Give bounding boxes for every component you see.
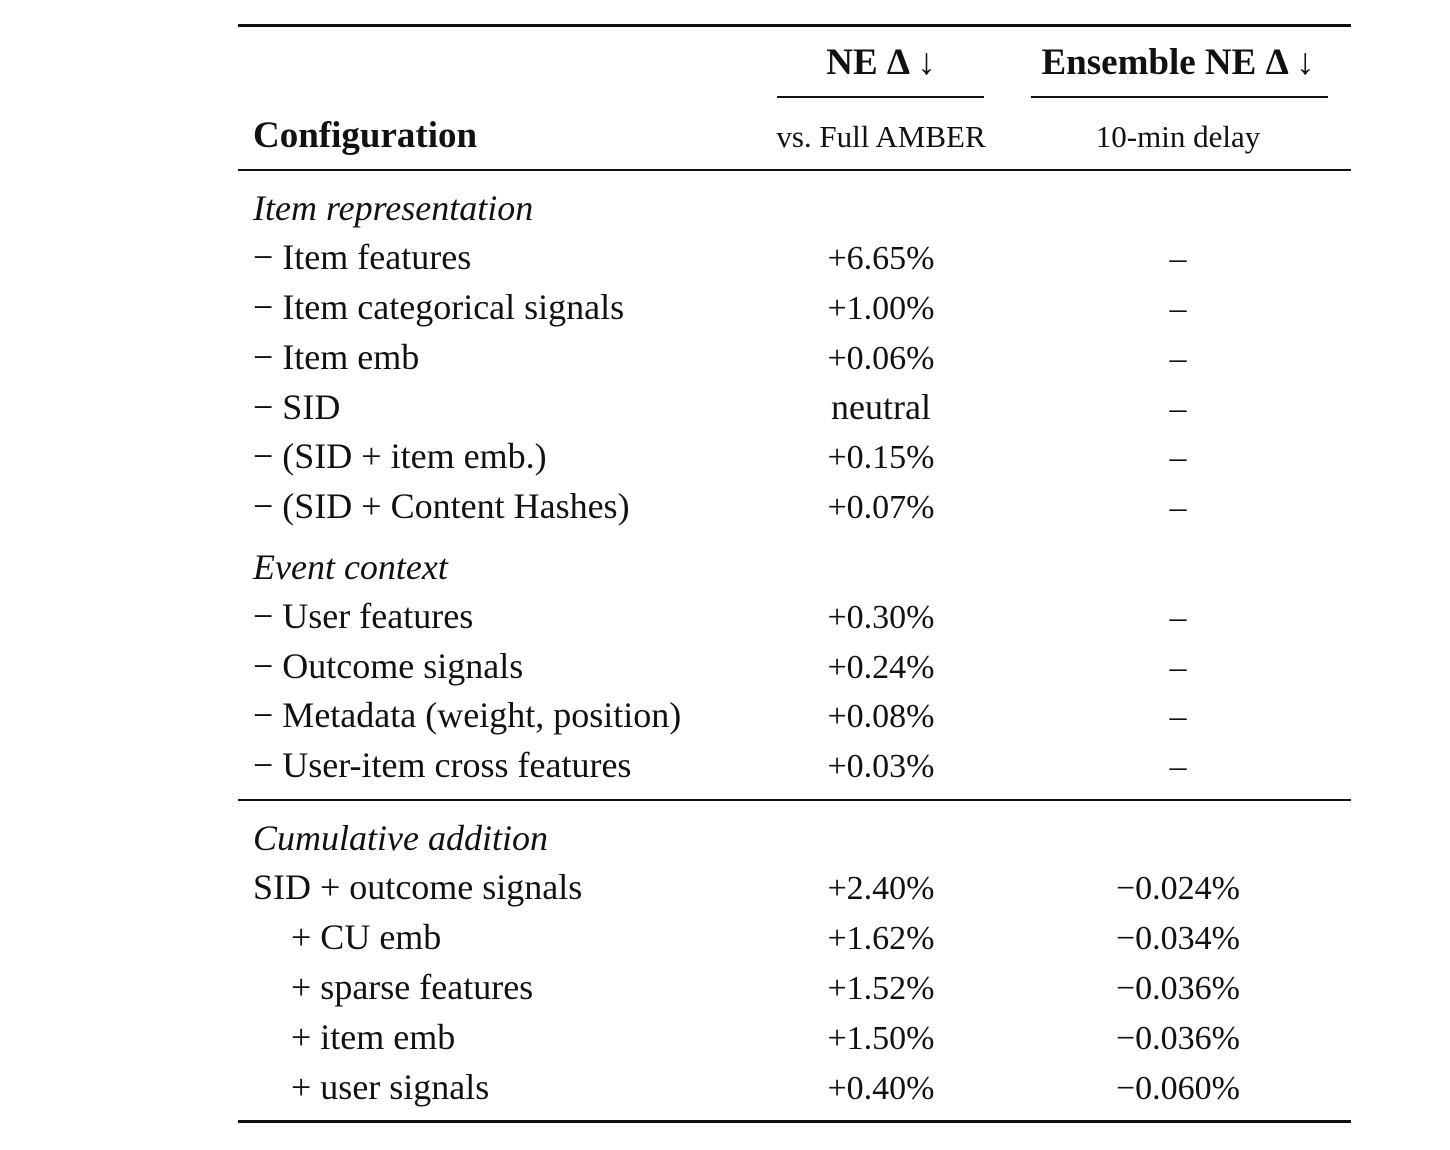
ensemble-ne-delta-value: −0.034%	[1116, 920, 1240, 957]
section-title-cumulative-addition: Cumulative addition	[253, 818, 548, 858]
row-label: − Item categorical signals	[253, 287, 625, 327]
row-label: − (SID + Content Hashes)	[253, 486, 630, 526]
ensemble-ne-delta-value: –	[1169, 340, 1187, 377]
ne-delta-value: +2.40%	[827, 870, 935, 907]
ne-delta-value: +0.30%	[827, 599, 935, 636]
col1-header-title: NE Δ ↓	[826, 42, 936, 83]
section-title-event-context: Event context	[253, 547, 448, 587]
row-label: − Item features	[253, 237, 472, 277]
ne-delta-value: neutral	[831, 387, 931, 427]
section-title-item-representation: Item representation	[253, 188, 534, 228]
col1-header-subtitle: vs. Full AMBER	[776, 119, 986, 154]
col2-header-title: Ensemble NE Δ ↓	[1041, 42, 1315, 83]
ensemble-ne-delta-value: –	[1169, 698, 1187, 735]
ensemble-ne-delta-value: −0.060%	[1116, 1070, 1240, 1107]
ensemble-ne-delta-value: –	[1169, 439, 1187, 476]
ne-delta-value: +0.40%	[827, 1070, 935, 1107]
row-label: − User-item cross features	[253, 745, 632, 785]
ensemble-ne-delta-value: –	[1169, 290, 1187, 327]
ensemble-ne-delta-value: –	[1169, 748, 1187, 785]
ensemble-ne-delta-value: –	[1169, 599, 1187, 636]
col2-header-rule	[1031, 96, 1328, 98]
top-rule	[238, 24, 1351, 27]
ne-delta-value: +1.52%	[827, 970, 935, 1007]
col1-header-rule	[777, 96, 984, 98]
ne-delta-value: +1.00%	[827, 290, 935, 327]
ne-delta-value: +1.50%	[827, 1020, 935, 1057]
ensemble-ne-delta-value: −0.036%	[1116, 1020, 1240, 1057]
row-label: − (SID + item emb.)	[253, 436, 547, 476]
row-label: + user signals	[291, 1067, 490, 1107]
ne-delta-value: +0.08%	[827, 698, 935, 735]
row-label: − Item emb	[253, 337, 420, 377]
row-label: SID + outcome signals	[253, 867, 583, 907]
row-label: − Metadata (weight, position)	[253, 695, 682, 735]
ne-delta-value: +1.62%	[827, 920, 935, 957]
ne-delta-value: +0.07%	[827, 489, 935, 526]
ensemble-ne-delta-value: −0.024%	[1116, 870, 1240, 907]
row-label: + CU emb	[291, 917, 442, 957]
row-label: + item emb	[291, 1017, 456, 1057]
row-label: + sparse features	[291, 967, 534, 1007]
ne-delta-value: +0.06%	[827, 340, 935, 377]
ne-delta-value: +0.15%	[827, 439, 935, 476]
section-divider-rule	[238, 799, 1351, 801]
ensemble-ne-delta-value: –	[1169, 649, 1187, 686]
ensemble-ne-delta-value: –	[1169, 240, 1187, 277]
ensemble-ne-delta-value: −0.036%	[1116, 970, 1240, 1007]
row-label: − SID	[253, 387, 341, 427]
col2-header-subtitle: 10-min delay	[1095, 119, 1261, 154]
ensemble-ne-delta-value: –	[1169, 390, 1187, 427]
bottom-rule	[238, 1120, 1351, 1123]
ne-delta-value: +0.24%	[827, 649, 935, 686]
configuration-header: Configuration	[253, 115, 478, 156]
ne-delta-value: +6.65%	[827, 240, 935, 277]
row-label: − Outcome signals	[253, 646, 524, 686]
header-rule	[238, 169, 1351, 171]
row-label: − User features	[253, 596, 474, 636]
ne-delta-value: +0.03%	[827, 748, 935, 785]
ensemble-ne-delta-value: –	[1169, 489, 1187, 526]
